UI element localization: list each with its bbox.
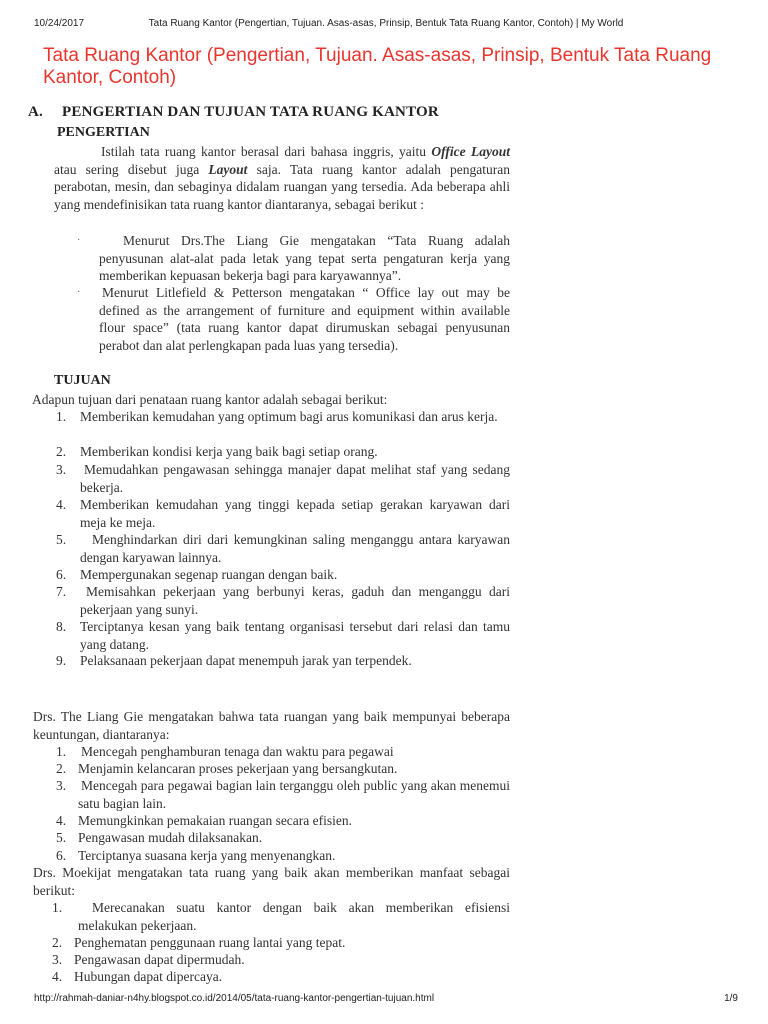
list-number: 4. [56, 497, 67, 512]
list-number: 2. [56, 444, 67, 459]
layout-term: Layout [208, 161, 248, 177]
list-number: 4. [52, 969, 63, 984]
bullet-mark: · [77, 287, 81, 298]
list-item: Memisahkan pekerjaan yang berbunyi keras, gaduh dan menganggu dari pekerjaan yang sunyi. [80, 584, 510, 617]
list-item: Mempergunakan segenap ruangan dengan baik. [80, 567, 338, 582]
list-number: 3. [52, 952, 63, 967]
list-item: Menghindarkan diri dari kemungkinan saling menganggu antara karyawan dengan karyawan lainnya. [80, 532, 510, 565]
list-number: 5. [56, 830, 67, 845]
list-number: 1. [56, 744, 67, 759]
paragraph-text: saja. Tata ruang kantor adalah pengaturan perabotan, mesin, dan sebaginya didalam ruangan yang tersedia. Ada beberapa ahli yang mendefinisikan tata ruang kantor diantaranya, sebagai berikut : [54, 161, 511, 212]
list-number: 2. [52, 935, 63, 950]
paragraph-text: atau sering disebut juga [54, 161, 209, 177]
moekijat-intro: Drs. Moekijat mengatakan tata ruang yang baik akan memberikan manfaat sebagai berikut: [33, 865, 510, 898]
gie-intro [33, 708, 510, 743]
list-item: Menjamin kelancaran proses pekerjaan yang bersangkutan. [78, 761, 398, 776]
paragraph-text: Drs. The Liang Gie mengatakan bahwa tata ruangan yang baik mempunyai beberapa keuntungan, diantaranya: [33, 709, 510, 742]
tujuan-intro: Adapun tujuan dari penataan ruang kantor adalah sebagai berikut: [32, 392, 388, 407]
list-item: Memudahkan pengawasan sehingga manajer dapat melihat staf yang sedang bekerja. [80, 462, 510, 495]
list-number: 3. [56, 462, 67, 477]
list-number: 3. [56, 778, 67, 793]
list-item: Merecanakan suatu kantor dengan baik akan memberikan efisiensi melakukan pekerjaan. [78, 900, 510, 933]
section-marker: A. [28, 104, 43, 120]
list-number: 7. [56, 584, 67, 599]
print-footer [34, 993, 738, 1007]
list-number: 6. [56, 567, 67, 582]
definition-bullet-litlefield: Menurut Litlefield & Petterson mengatakan “ Office lay out may be defined as the arrangement of furniture and equipment within available flour space” (tata ruang kantor dapat dirumuskan sebagai penyusunan perabot dan alat perlengkapan pada luas yang tersedia). [99, 285, 510, 353]
list-number: 8. [56, 619, 67, 634]
office-layout-term: Office Layout [431, 144, 510, 159]
list-number: 4. [56, 813, 67, 828]
list-item: Pengawasan mudah dilaksanakan. [78, 830, 263, 845]
page-number: 1/9 [724, 993, 738, 1004]
list-item: Memberikan kemudahan yang tinggi kepada setiap gerakan karyawan dari meja ke meja. [80, 497, 510, 530]
definition-bullet-gie: Menurut Drs.The Liang Gie mengatakan “Tata Ruang adalah penyusunan alat-alat pada letak yang tepat serta pengaturan kerja yang memberikan kepuasan bekerja bagi para karyawannya”. [99, 233, 510, 283]
pengertian-heading: PENGERTIAN [57, 125, 150, 140]
bullet-mark: · [77, 235, 81, 246]
print-date: 10/24/2017 [34, 18, 85, 29]
list-number: 1. [56, 409, 67, 424]
list-number: 9. [56, 653, 67, 668]
page-url[interactable]: http://rahmah-daniar-n4hy.blogspot.co.id/2014/05/tata-ruang-kantor-pengertian-tujuan.html [34, 993, 435, 1004]
list-item: Mencegah para pegawai bagian lain terganggu oleh public yang akan menemui satu bagian lain. [78, 778, 510, 811]
list-item: Penghematan penggunaan ruang lantai yang tepat. [74, 935, 346, 950]
list-item: Hubungan dapat dipercaya. [74, 969, 223, 984]
list-item: Pelaksanaan pekerjaan dapat menempuh jarak yan terpendek. [80, 653, 412, 668]
list-item: Mencegah penghamburan tenaga dan waktu para pegawai [81, 744, 394, 759]
list-number: 5. [56, 532, 67, 547]
tujuan-heading: TUJUAN [54, 373, 111, 388]
list-number: 1. [52, 900, 63, 915]
pengertian-paragraph [54, 143, 510, 213]
list-number: 2. [56, 761, 67, 776]
post-title[interactable]: Tata Ruang Kantor (Pengertian, Tujuan. Asas-asas, Prinsip, Bentuk Tata Ruang Kantor, Contoh) [43, 45, 712, 88]
list-item: Memungkinkan pemakaian ruangan secara efisien. [78, 813, 353, 828]
list-item: Pengawasan dapat dipermudah. [74, 952, 245, 967]
list-item: Terciptanya kesan yang baik tentang organisasi tersebut dari relasi dan tamu yang datang. [80, 619, 510, 652]
list-number: 6. [56, 848, 67, 863]
list-item: Terciptanya suasana kerja yang menyenangkan. [78, 848, 336, 863]
list-item: Memberikan kemudahan yang optimum bagi arus komunikasi dan arus kerja. [80, 409, 498, 424]
section-heading: PENGERTIAN DAN TUJUAN TATA RUANG KANTOR [62, 104, 439, 120]
list-item: Memberikan kondisi kerja yang baik bagi setiap orang. [80, 444, 378, 459]
print-page-title: Tata Ruang Kantor (Pengertian, Tujuan. Asas-asas, Prinsip, Bentuk Tata Ruang Kantor, Contoh) | My World [148, 18, 624, 29]
paragraph-text: Istilah tata ruang kantor berasal dari bahasa inggris, yaitu [101, 144, 432, 159]
